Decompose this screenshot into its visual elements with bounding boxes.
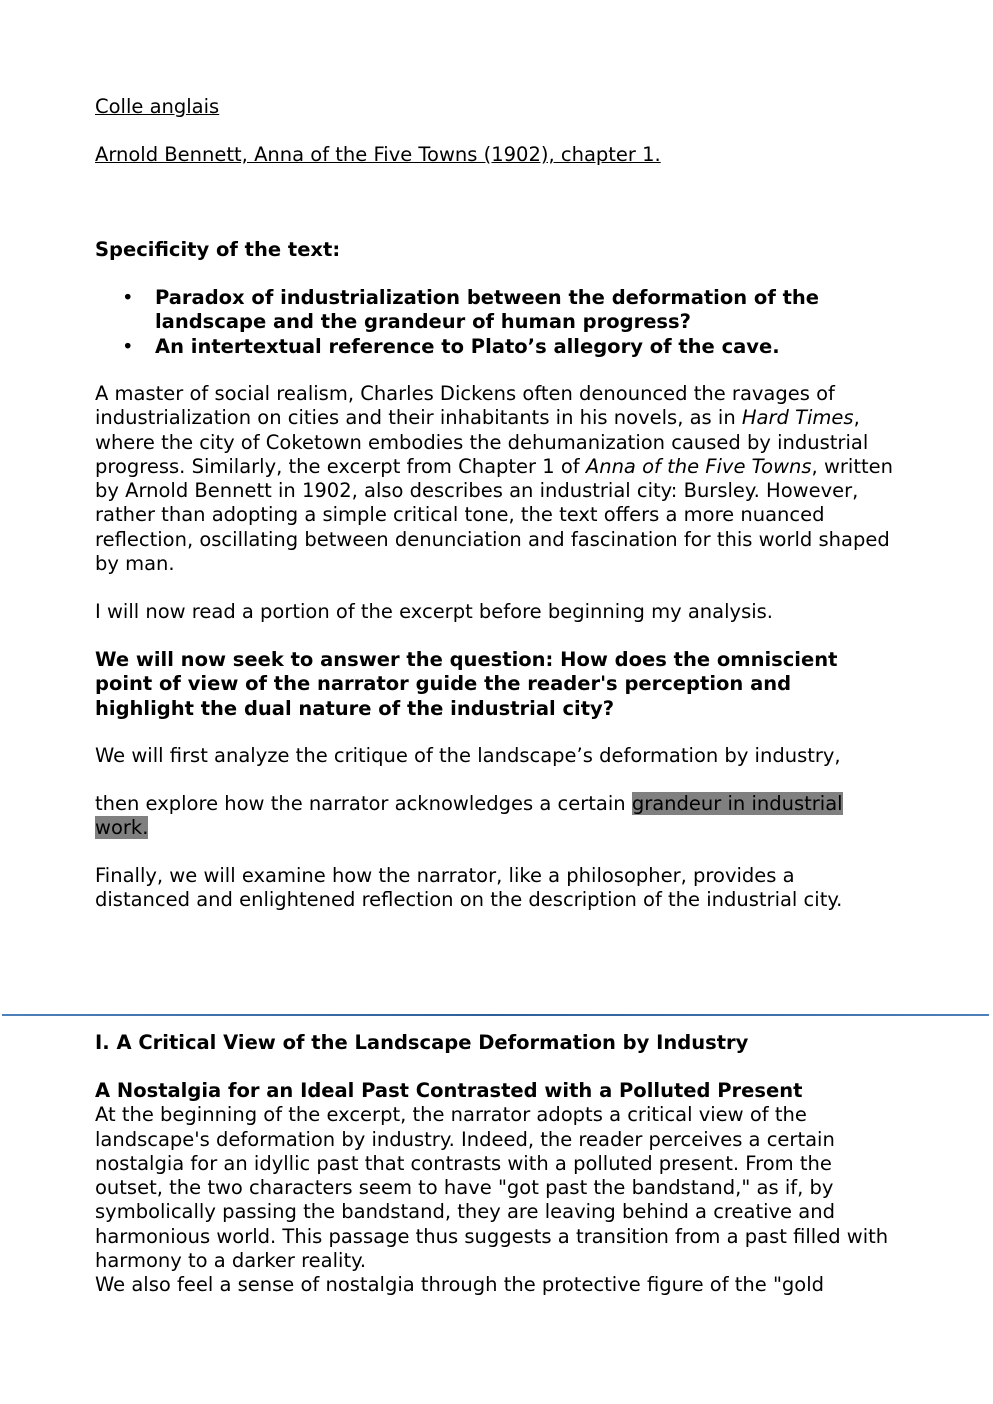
- reading-note: I will now read a portion of the excerpt before beginning my analysis.: [95, 600, 774, 623]
- specificity-list-wrap: [95, 286, 895, 359]
- course-label: Colle anglais: [95, 95, 220, 118]
- highlighted-text: grandeur in industrial work.: [95, 792, 843, 840]
- part1-title: I. A Critical View of the Landscape Deformation by Industry: [95, 1031, 749, 1054]
- list-item-text: Paradox of industrialization between the deformation of the landscape and the grandeur of human progress?: [155, 286, 820, 334]
- specificity-heading: Specificity of the text:: [95, 238, 341, 261]
- part1-body: [95, 1079, 895, 1298]
- source-line: [95, 143, 895, 167]
- bullet-icon: •: [122, 334, 134, 358]
- work-title: Hard Times: [741, 406, 854, 430]
- part1-subtitle: A Nostalgia for an Ideal Past Contrasted with a Polluted Present: [95, 1079, 803, 1102]
- source-reference: Arnold Bennett, Anna of the Five Towns (1902), chapter 1.: [95, 143, 661, 166]
- plan-part-2: then explore how the narrator acknowledges a certain grandeur in industrial work.: [95, 792, 843, 840]
- specificity-section: [95, 238, 895, 262]
- bullet-icon: •: [122, 286, 134, 309]
- problematic-question: We will now seek to answer the question: How does the omniscient point of view of the narrator guide the reader's perception and highlight the dual nature of the industrial city?: [95, 648, 838, 720]
- plan-part-1: We will first analyze the critique of the landscape’s deformation by industry,: [95, 744, 841, 767]
- intro-paragraph: A master of social realism, Charles Dickens often denounced the ravages of industrialization on cities and their inhabitants in his novels, as in Hard Times, where the city of Coketown embodies the dehumanization caused by industrial progress. Similarly, the excerpt from Chapter 1 of Anna of the Five Towns, written by Arnold Bennett in 1902, also describes an industrial city: Bursley. However, rather than adopting a simple critical tone, the text offers a more nuanced reflection, oscillating between denunciation and fascination for this world shaped by man.: [95, 382, 893, 576]
- section-divider: [2, 1014, 989, 1016]
- work-title: Anna of the Five Towns: [585, 454, 812, 478]
- list-item: [95, 335, 895, 359]
- list-item-text: An intertextual reference to Plato’s allegory of the cave.: [155, 334, 780, 358]
- course-title: [95, 95, 895, 119]
- plan-part-3: Finally, we will examine how the narrator, like a philosopher, provides a distanced and enlightened reflection on the description of the industrial city.: [95, 864, 843, 912]
- part1-paragraph-2: We also feel a sense of nostalgia through the protective figure of the "gold: [95, 1273, 825, 1297]
- part1-paragraph-1: At the beginning of the excerpt, the narrator adopts a critical view of the landscape's deformation by industry. Indeed, the reader perceives a certain nostalgia for an idyllic past that contrasts with a polluted present. From the outset, the two characters seem to have "got past the bandstand," as if, by symbolically passing the bandstand, they are leaving behind a creative and harmonious world. This passage thus suggests a transition from a past filled with harmony to a darker reality.: [95, 1103, 889, 1273]
- specificity-list: [95, 286, 895, 359]
- list-item: [95, 286, 895, 335]
